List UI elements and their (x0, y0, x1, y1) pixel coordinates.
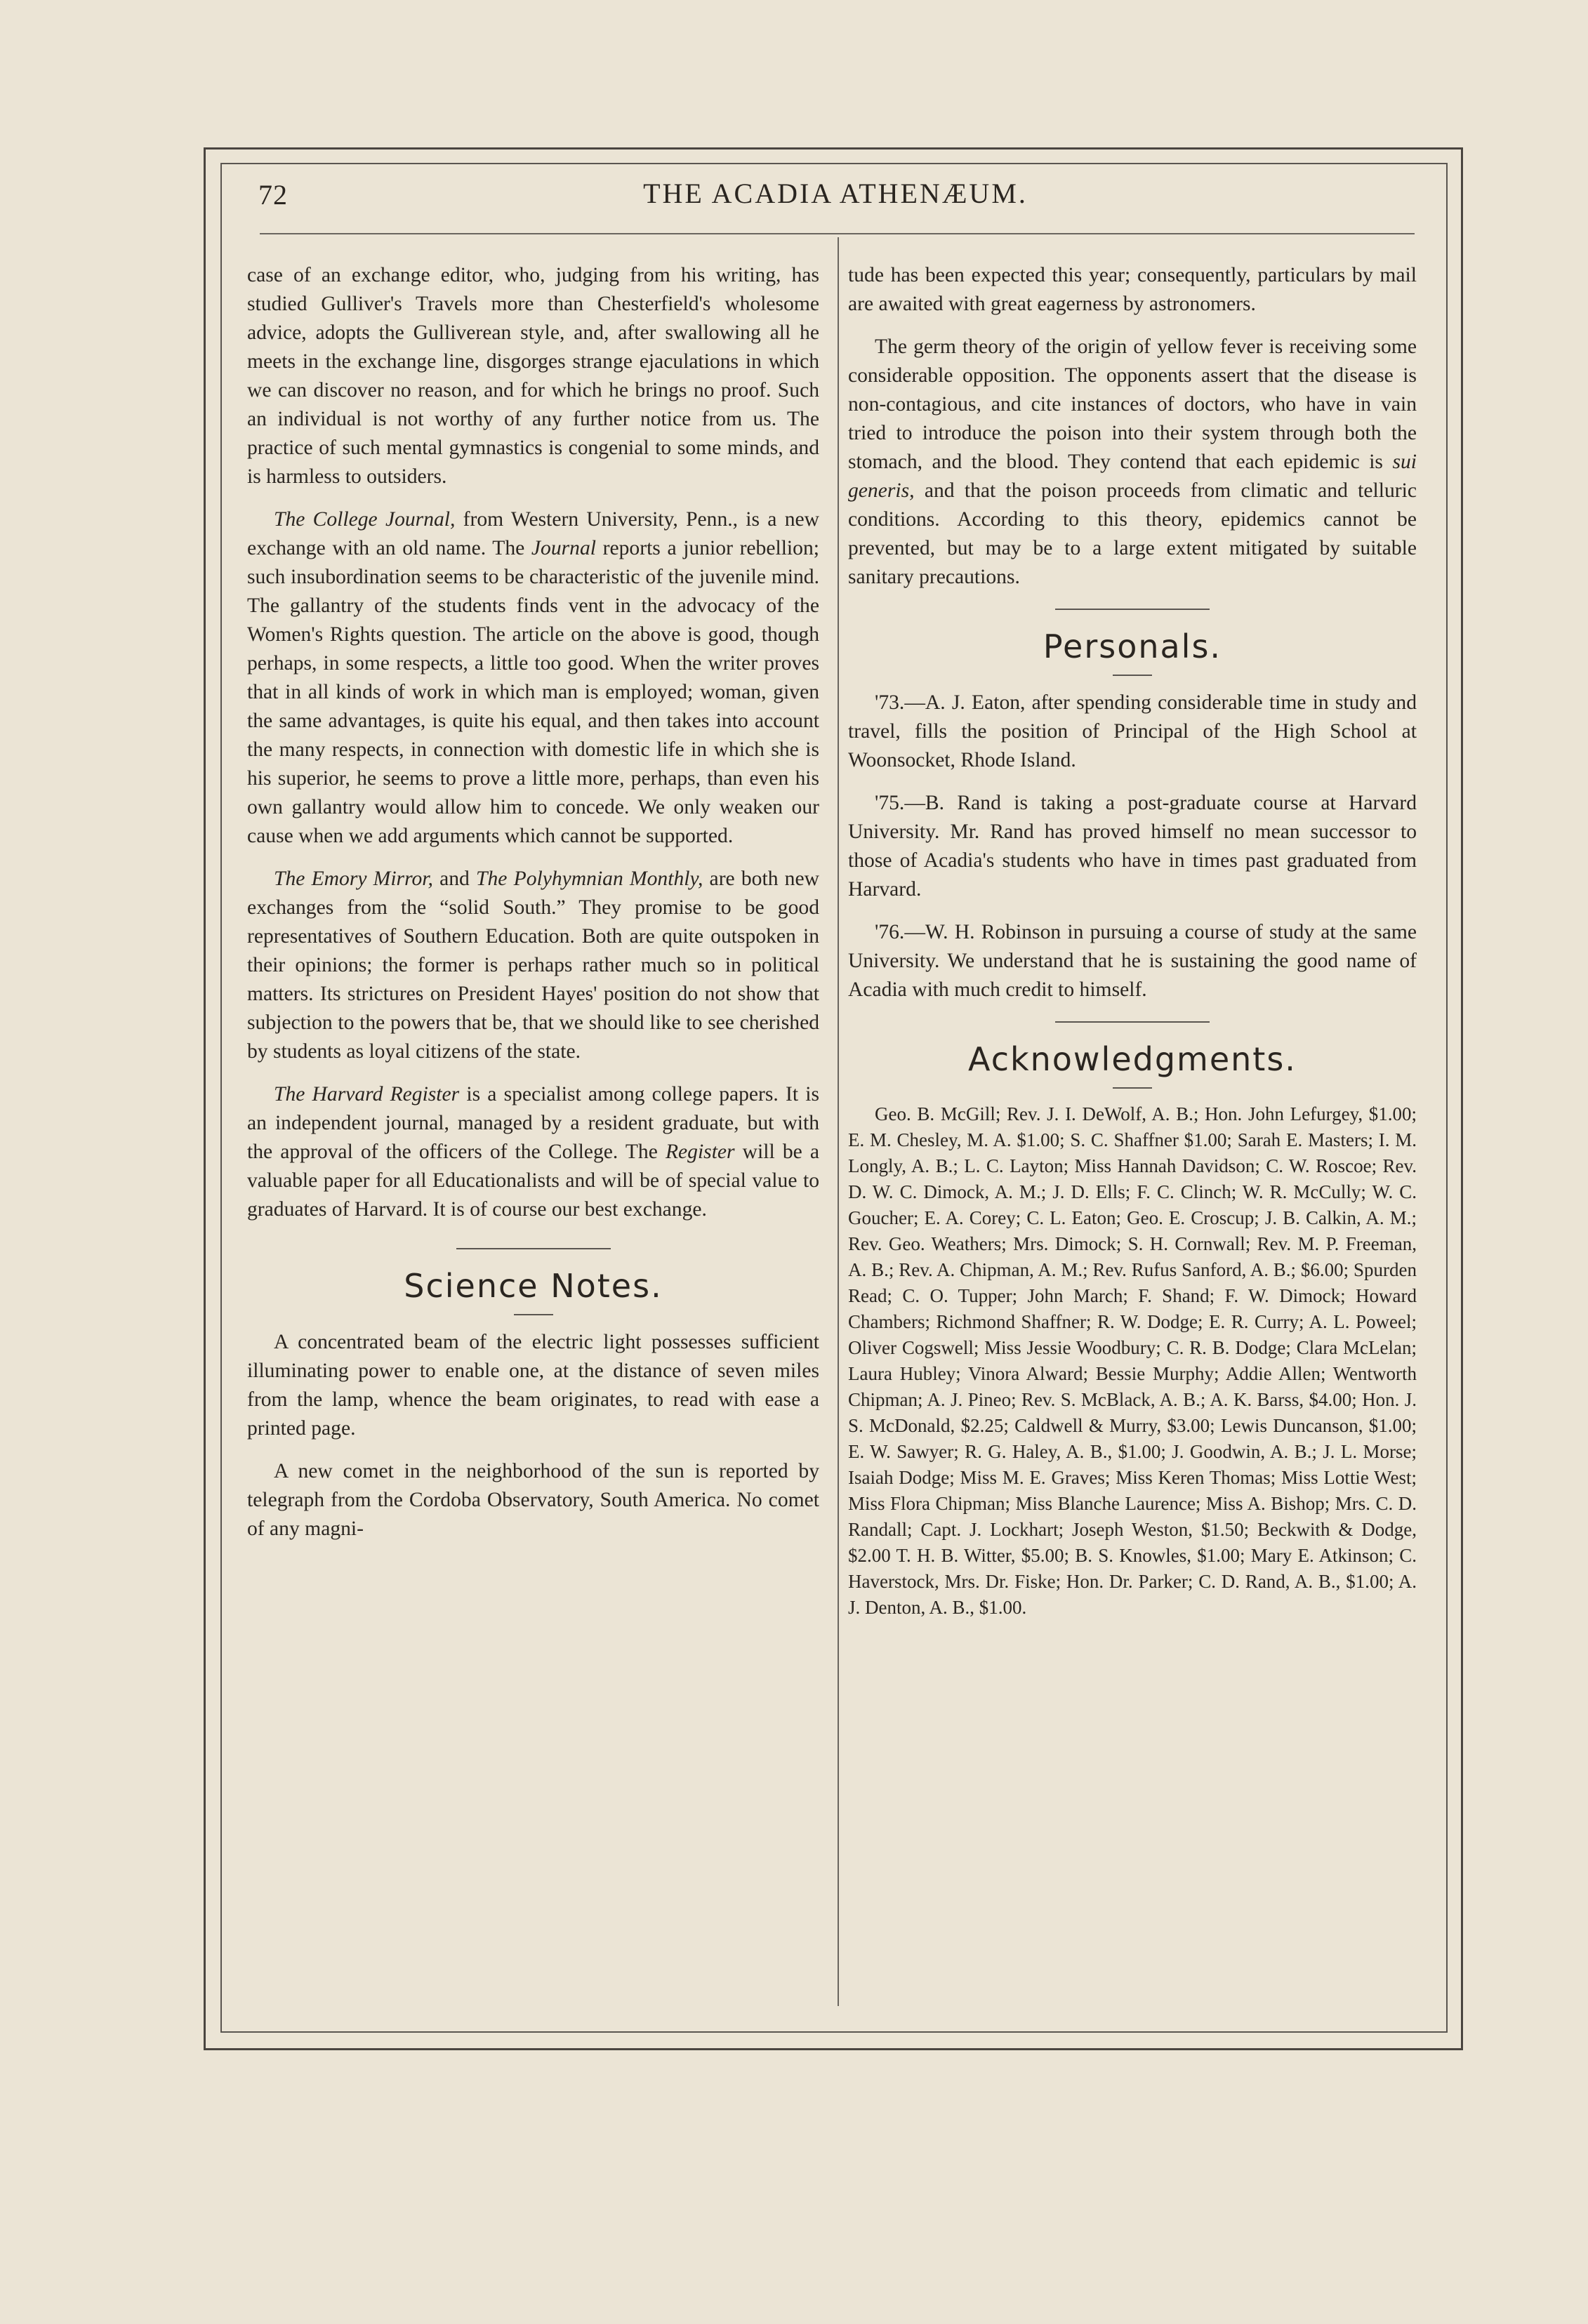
exchange-paragraph-1: case of an exchange editor, who, judging from his writing, has studied Gulliver's Travels more than Chesterfield's wholesome advice, adopts the Gulliverean style, and, after swallowing all he meets in the exchange line, disgorges strange ejaculations in which we can discover no reason, and for which he brings no proof. Such an individual is not worthy of any further notice from us. The practice of such mental gymnastics is congenial to some minds, and is harmless to outsiders. (247, 264, 819, 488)
exchange-paragraph-emory-mirror: The Emory Mirror, and The Polyhymnian Monthly, are both new exchanges from the “solid South.” They promise to be good representatives of Southern Education. Both are quite outspoken in their opinions; the former is perhaps rather much so in political matters. Its strictures on President Hayes' position do not show that subjection to the powers that be, that we should like to see cherished by students as loyal citizens of the state. (247, 868, 819, 1063)
science-note-yellow-fever: The germ theory of the origin of yellow fever is receiving some considerable opposition. The opponents assert that the disease is non-contagious, and cite instances of doctors, who have in vain tried to introduce the poison into their system through both the stomach, and the blood. They contend that each epidemic is sui generis, and that the poison proceeds from climatic and telluric conditions. According to this theory, epidemics cannot be prevented, but may be to a large extent mitigated by suitable sanitary precautions. (848, 336, 1417, 588)
section-divider (456, 1248, 611, 1249)
heading-underline (1113, 1087, 1152, 1089)
science-note-electric-light: A concentrated beam of the electric light possesses sufficient illuminating power to enable one, at the distance of seven miles from the lamp, whence the beam originates, to read with ease a printed page. (247, 1331, 819, 1440)
personals-heading: Personals. (1043, 628, 1222, 665)
acknowledgments-list: Geo. B. McGill; Rev. J. I. DeWolf, A. B.; Hon. John Lefurgey, $1.00; E. M. Chesley, M. A. $1.00; S. C. Shaffner $1.00; Sarah E. Masters; I. M. Longly, A. B.; L. C. Layton; Miss Hannah Davidson; C. W. Roscoe; Rev. D. W. C. Dimock, A. M.; J. D. Ells; F. C. Clinch; W. R. McCully; W. C. Goucher; E. A. Corey; C. L. Eaton; Geo. E. Croscup; J. B. Calkin, A. M.; Rev. Geo. Weathers; Mrs. Dimock; S. H. Cornwall; Rev. M. P. Freeman, A. B.; Rev. A. Chipman, A. M.; Rev. Rufus Sanford, A. B.; $6.00; Spurden Read; C. O. Tupper; John March; F. Shand; F. W. Dimock; Howard Chambers; Richmond Shaffner; R. W. Dodge; E. R. Curry; A. L. Poweel; Oliver Cogswell; Miss Jessie Woodbury; C. R. B. Dodge; Clara McLelan; Laura Hubley; Vinora Alward; Bessie Murphy; Addie Allen; Wentworth Chipman; A. J. Pineo; Rev. S. McBlack, A. B.; A. K. Barss, $4.00; Hon. J. S. McDonald, $2.25; Caldwell & Murry, $3.00; Lewis Duncanson, $1.00; E. W. Sawyer; R. G. Haley, A. B., $1.00; J. Goodwin, A. B.; J. L. Morse; Isaiah Dodge; Miss M. E. Graves; Miss Keren Thomas; Miss Lottie West; Miss Flora Chipman; Miss Blanche Laurence; Miss A. Bishop; Mrs. C. D. Randall; Capt. J. Lockhart; Joseph Weston, $1.50; Beckwith & Dodge, $2.00 T. H. B. Witter, $5.00; B. S. Knowles, $1.00; Mary E. Atkinson; C. Haverstock, Mrs. Dr. Fiske; Hon. Dr. Parker; C. D. Rand, A. B., $1.00; A. J. Denton, A. B., $1.00. (848, 1103, 1417, 1618)
emory-mirror-title: The Emory Mirror, (274, 868, 433, 890)
acknowledgments-heading: Acknowledgments. (968, 1040, 1297, 1078)
harvard-register-title: The Harvard Register (274, 1083, 460, 1105)
science-notes-heading: Science Notes. (404, 1267, 663, 1305)
personal-eaton: '73.—A. J. Eaton, after spending considerable time in study and travel, fills the position of Principal of the High School at Woonsocket, Rhode Island. (848, 691, 1417, 771)
exchange-paragraph-harvard-register: The Harvard Register is a specialist among college papers. It is an independent journal, managed by a resident graduate, but with the approval of the officers of the College. The Register will be a valuable paper for all Educationalists and will be of special value to graduates of Harvard. It is of course our best exchange. (247, 1083, 819, 1221)
science-note-comet-continued: tude has been expected this year; consequently, particulars by mail are awaited with great eagerness by astronomers. (848, 264, 1417, 315)
header-rule (260, 233, 1415, 234)
page-header (253, 168, 1418, 225)
personal-rand: '75.—B. Rand is taking a post-graduate course at Harvard University. Mr. Rand has proved himself no mean successor to those of Acadia's students who have in times past graduated from Harvard. (848, 792, 1417, 901)
polyhymnian-title: The Polyhymnian Monthly, (476, 868, 703, 890)
left-column (247, 261, 819, 1543)
heading-underline (1113, 675, 1152, 676)
column-divider (838, 237, 839, 2006)
running-title: THE ACADIA ATHENÆUM. (643, 178, 1028, 209)
page-number: 72 (258, 179, 288, 211)
personal-robinson: '76.—W. H. Robinson in pursuing a course of study at the same University. We understand that he is sustaining the good name of Acadia with much credit to himself. (848, 921, 1417, 1001)
exchange-paragraph-college-journal: The College Journal, from Western University, Penn., is a new exchange with an old name. The Journal reports a junior rebellion; such insubordination seems to be characteristic of the juvenile mind. The gallantry of the students finds vent in the advocacy of the Women's Rights question. The article on the above is good, though perhaps, in some respects, a little too good. When the writer proves that in all kinds of work in which man is employed; woman, given the same advantages, is quite his equal, and then takes into account the many respects, in connection with domestic life in which she is his superior, he seems to prove a little more, perhaps, than even his own gallantry would allow him to concede. We only weaken our cause when we add arguments which cannot be supported. (247, 508, 820, 847)
science-note-comet: A new comet in the neighborhood of the sun is reported by telegraph from the Cordoba Observatory, South America. No comet of any magni- (247, 1460, 819, 1540)
heading-underline (514, 1314, 553, 1315)
section-divider (1055, 1021, 1210, 1023)
college-journal-title: The College Journal, (274, 508, 456, 531)
section-divider (1055, 609, 1210, 610)
right-column (848, 261, 1417, 1621)
